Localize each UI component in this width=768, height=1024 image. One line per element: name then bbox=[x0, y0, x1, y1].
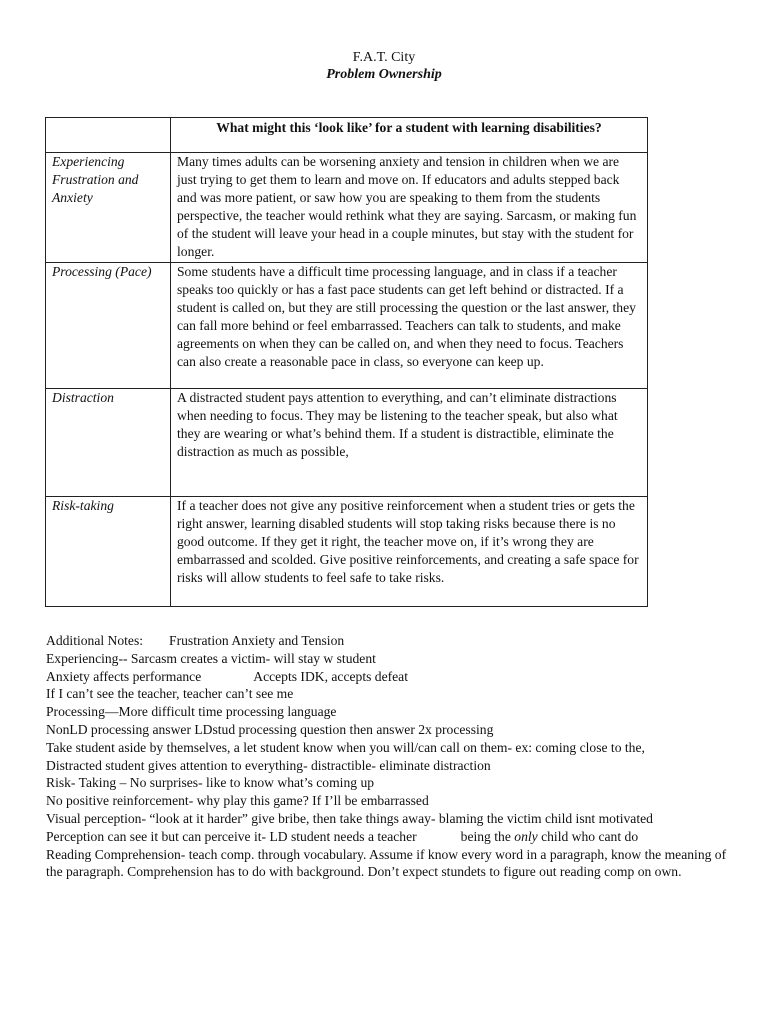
notes-line: Distracted student gives attention to everything- distractible- eliminate distraction bbox=[46, 757, 491, 773]
notes-line: Processing—More difficult time processing language bbox=[46, 704, 337, 720]
notes-line: Visual perception- “look at it harder” give bribe, then take things away- blaming the victim child isnt motivated bbox=[46, 810, 653, 826]
notes-line: Reading Comprehension- teach comp. through vocabulary. Assume if know every word in a paragraph, know the meaning of the paragraph. Comprehension has to do with background. Don’t expect stundets to figure out reading comp on own. bbox=[46, 846, 727, 880]
notes-line: Risk- Taking – No surprises- like to know what’s coming up bbox=[46, 775, 375, 791]
notes-line bbox=[46, 828, 736, 846]
table-column-header: What might this ‘look like’ for a student with learning disabilities? bbox=[171, 118, 648, 153]
row-text-processing: Some students have a difficult time processing language, and in class if a teacher speaks too quickly or has a fast pace students can get left behind or distracted. If a student is called on, but they are still processing the question or the last answer, they can fall more behind or feel embarrassed. Teachers can talk to students, and make agreements on when they can be called on, and when they need to focus. Teachers can also create a reasonable pace in class, so everyone can keep up. bbox=[171, 263, 648, 389]
notes-heading-topic: Frustration Anxiety and Tension bbox=[169, 633, 345, 648]
row-text-distraction: A distracted student pays attention to everything, and can’t eliminate distractions when needing to focus. They may be listening to the teacher speak, but also what they are wearing or what’s behind them. If a student is distractible, eliminate the distraction as much as possible, bbox=[171, 389, 648, 497]
row-label-risk-taking: Risk-taking bbox=[46, 497, 171, 607]
notes-emphasis: only bbox=[514, 828, 538, 844]
document-title: F.A.T. City bbox=[352, 50, 416, 65]
additional-notes bbox=[46, 632, 736, 881]
notes-line: NonLD processing answer LDstud processing question then answer 2x processing bbox=[46, 721, 494, 737]
row-text-frustration: Many times adults can be worsening anxiety and tension in children when we are just trying to get them to learn and move on. If educators and adults stepped back and was more patient, or saw how you are speaking to them from the students perspective, the teacher would rethink what they are saying. Sarcasm, or making fun of the student will leave your head in a couple minutes, but stay with the student for longer. bbox=[171, 153, 648, 263]
notes-heading-label: Additional Notes: bbox=[46, 633, 144, 648]
notes-line-part: being the bbox=[460, 828, 511, 844]
row-label-processing bbox=[46, 263, 171, 389]
notes-line-part: Accepts IDK, accepts defeat bbox=[253, 668, 408, 684]
problem-ownership-table bbox=[45, 117, 648, 607]
notes-line: No positive reinforcement- why play this game? If I’ll be embarrassed bbox=[46, 793, 429, 809]
notes-line-part: Anxiety affects performance bbox=[46, 668, 202, 684]
row-text-risk-taking: If a teacher does not give any positive reinforcement when a student tries or gets the right answer, learning disabled students will stop taking risks because there is no good outcome. If they get it right, the teacher move on, if it’s wrong they are embarrassed and scolded. Give positive reinforcements, and creating a safe space for risks will allow students to feel safe to take risks. bbox=[171, 497, 648, 607]
table-row bbox=[46, 263, 648, 389]
table-row bbox=[46, 153, 648, 263]
row-label-processing-text: Processing (Pace) bbox=[52, 264, 152, 279]
notes-line: If I can’t see the teacher, teacher can’t see me bbox=[46, 686, 294, 702]
notes-line-part: child who cant do bbox=[541, 828, 639, 844]
notes-line bbox=[46, 668, 736, 686]
table-header-row bbox=[46, 118, 648, 153]
notes-line-part: Perception can see it but can perceive it- LD student needs a teacher bbox=[46, 828, 417, 844]
row-label-distraction: Distraction bbox=[46, 389, 171, 497]
row-label-frustration: Experiencing Frustration and Anxiety bbox=[46, 153, 171, 263]
table-header-empty-cell bbox=[46, 118, 171, 153]
notes-heading-line bbox=[46, 632, 736, 650]
table-row bbox=[46, 389, 648, 497]
table-row bbox=[46, 497, 648, 607]
notes-line: Experiencing-- Sarcasm creates a victim- will stay w student bbox=[46, 650, 376, 666]
notes-line: Take student aside by themselves, a let student know when you will/can call on them- ex: coming close to the, bbox=[46, 739, 645, 755]
document-subtitle: Problem Ownership bbox=[326, 67, 442, 82]
